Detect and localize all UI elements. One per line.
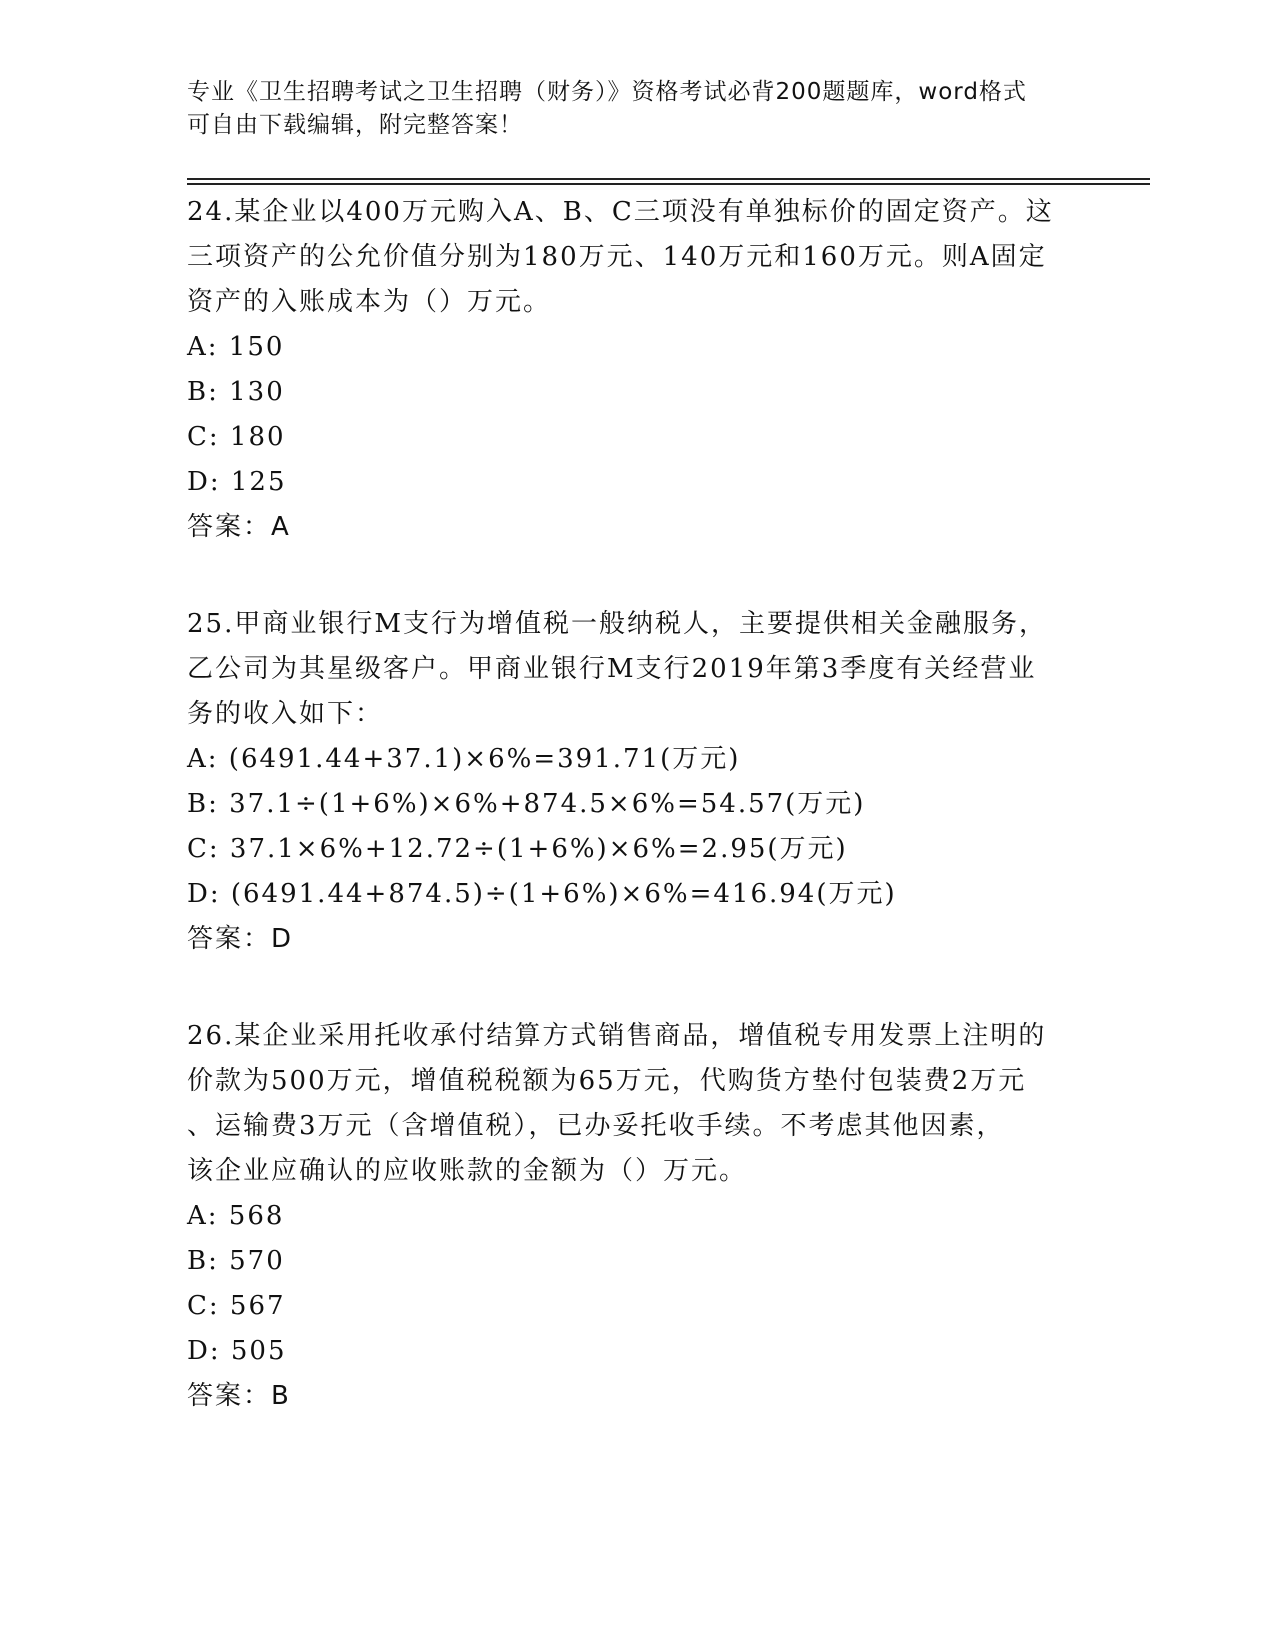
question-stem-line: 该企业应确认的应收账款的金额为（）万元。 bbox=[187, 1156, 748, 1186]
question-stem-line: 乙公司为其星级客户。甲商业银行M支行2019年第3季度有关经营业 bbox=[187, 654, 1037, 684]
option-b: B: 37.1÷(1+6%)×6%+874.5×6%=54.57(万元) bbox=[187, 789, 866, 819]
header-line-1: 专业《卫生招聘考试之卫生招聘（财务）》资格考试必背200题题库，word格式 bbox=[187, 79, 1027, 105]
question-stem-line: 24.某企业以400万元购入A、B、C三项没有单独标价的固定资产。这 bbox=[187, 197, 1054, 227]
option-b: B: 130 bbox=[187, 377, 285, 407]
answer-label: 答案：A bbox=[187, 512, 291, 542]
header-divider-top bbox=[187, 178, 1150, 180]
question-26 bbox=[187, 1014, 1087, 1419]
question-stem-line: 务的收入如下： bbox=[187, 699, 384, 729]
question-stem-line: 三项资产的公允价值分别为180万元、140万元和160万元。则A固定 bbox=[187, 242, 1047, 272]
answer-label: 答案：D bbox=[187, 924, 294, 954]
option-a: A: 150 bbox=[187, 332, 285, 362]
answer-label: 答案：B bbox=[187, 1381, 291, 1411]
question-stem-line: 资产的入账成本为（）万元。 bbox=[187, 287, 552, 317]
question-stem-line: 价款为500万元，增值税税额为65万元，代购货方垫付包装费2万元 bbox=[187, 1066, 1027, 1096]
question-stem-line: 、运输费3万元（含增值税），已办妥托收手续。不考虑其他因素， bbox=[187, 1111, 1005, 1141]
document-header bbox=[187, 76, 1087, 142]
option-a: A: 568 bbox=[187, 1201, 285, 1231]
option-d: D: (6491.44+874.5)÷(1+6%)×6%=416.94(万元) bbox=[187, 879, 897, 909]
option-c: C: 180 bbox=[187, 422, 286, 452]
option-d: D: 125 bbox=[187, 467, 287, 497]
question-stem-line: 25.甲商业银行M支行为增值税一般纳税人，主要提供相关金融服务， bbox=[187, 609, 1047, 639]
question-list bbox=[187, 190, 1087, 1471]
option-c: C: 567 bbox=[187, 1291, 286, 1321]
header-divider-bottom bbox=[187, 183, 1150, 185]
question-stem-line: 26.某企业采用托收承付结算方式销售商品，增值税专用发票上注明的 bbox=[187, 1021, 1047, 1051]
option-a: A: (6491.44+37.1)×6%=391.71(万元) bbox=[187, 744, 741, 774]
option-c: C: 37.1×6%+12.72÷(1+6%)×6%=2.95(万元) bbox=[187, 834, 848, 864]
header-line-2: 可自由下载编辑，附完整答案！ bbox=[187, 112, 523, 138]
question-24 bbox=[187, 190, 1087, 550]
option-d: D: 505 bbox=[187, 1336, 287, 1366]
option-b: B: 570 bbox=[187, 1246, 285, 1276]
question-25 bbox=[187, 602, 1087, 962]
